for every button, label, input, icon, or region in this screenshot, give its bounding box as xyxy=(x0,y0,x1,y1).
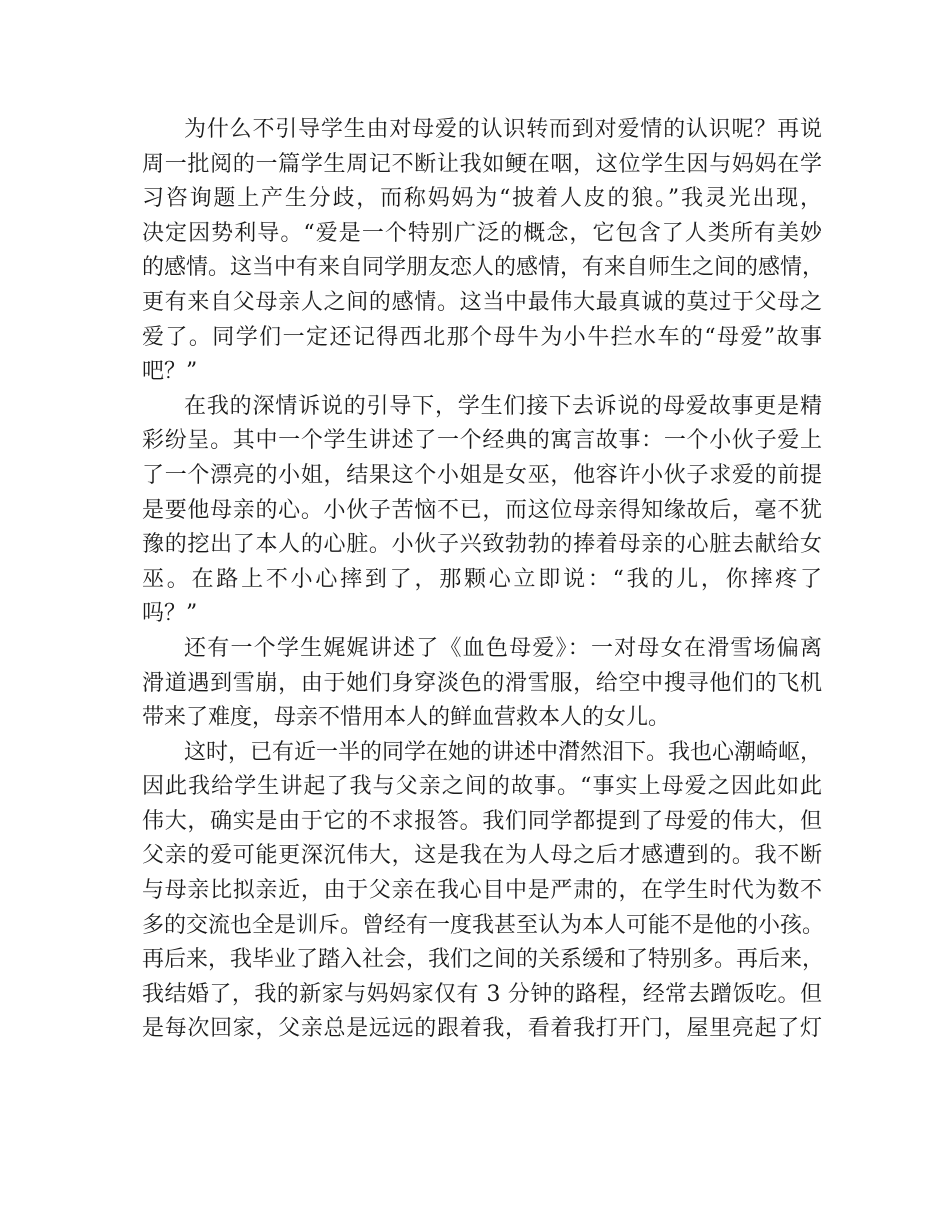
text-line: 带来了难度，母亲不惜用本人的鲜血营救本人的女儿。 xyxy=(142,705,671,731)
text-line: 父亲的爱可能更深沉伟大，这是我在为人母之后才感遭到的。我不断 xyxy=(142,843,822,869)
text-line: 因此我给学生讲起了我与父亲之间的故事。“事实上母爱之因此如此 xyxy=(142,774,822,800)
document-body xyxy=(142,113,825,1047)
text-line: 为什么不引导学生由对母爱的认识转而到对爱情的认识呢？再说 xyxy=(184,117,822,142)
text-line: 爱了。同学们一定还记得西北那个母牛为小牛拦水车的“母爱”故事 xyxy=(142,324,822,350)
text-line: 还有一个学生娓娓讲述了《血色母爱》：一对母女在滑雪场偏离 xyxy=(184,635,822,661)
text-line: 在我的深情诉说的引导下，学生们接下去诉说的母爱故事更是精 xyxy=(184,393,822,419)
text-line: 豫的挖出了本人的心脏。小伙子兴致勃勃的捧着母亲的心脏去献给女 xyxy=(142,532,822,558)
text-line: 巫。在路上不小心摔到了，那颗心立即说：“我的儿，你摔疼了 xyxy=(142,566,822,592)
text-line: 这时，已有近一半的同学在她的讲述中潸然泪下。我也心潮崎岖， xyxy=(184,739,823,765)
text-line: 是要他母亲的心。小伙子苦恼不已，而这位母亲得知缘故后，毫不犹 xyxy=(142,497,822,523)
text-line: 是每次回家，父亲总是远远的跟着我，看着我打开门，屋里亮起了灯 xyxy=(142,1016,822,1042)
text-line: 习咨询题上产生分歧，而称妈妈为“披着人皮的狼。”我灵光出现， xyxy=(142,186,822,212)
text-line: 我结婚了，我的新家与妈妈家仅有 3 分钟的路程，经常去蹭饭吃。但 xyxy=(142,981,822,1007)
text-line: 伟大，确实是由于它的不求报答。我们同学都提到了母爱的伟大，但 xyxy=(142,808,822,834)
text-line: 彩纷呈。其中一个学生讲述了一个经典的寓言故事：一个小伙子爱上 xyxy=(142,428,822,454)
text-line: 决定因势利导。“爱是一个特别广泛的概念，它包含了人类所有美妙 xyxy=(142,220,822,246)
text-line: 吧？” xyxy=(142,359,198,385)
text-line: 滑道遇到雪崩，由于她们身穿淡色的滑雪服，给空中搜寻他们的飞机 xyxy=(142,670,822,696)
text-line: 与母亲比拟亲近，由于父亲在我心目中是严肃的，在学生时代为数不 xyxy=(142,878,822,904)
text-line: 周一批阅的一篇学生周记不断让我如鲠在咽，这位学生因与妈妈在学 xyxy=(142,151,822,177)
text-line: 的感情。这当中有来自同学朋友恋人的感情，有来自师生之间的感情， xyxy=(142,255,825,281)
text-line: 更有来自父母亲人之间的感情。这当中最伟大最真诚的莫过于父母之 xyxy=(142,289,822,315)
text-line: 了一个漂亮的小姐，结果这个小姐是女巫，他容许小伙子求爱的前提 xyxy=(142,462,822,488)
text-line: 吗？” xyxy=(142,601,198,627)
text-line: 再后来，我毕业了踏入社会，我们之间的关系缓和了特别多。再后来， xyxy=(142,947,825,973)
text-line: 多的交流也全是训斥。曾经有一度我甚至认为本人可能不是他的小孩。 xyxy=(142,912,825,938)
